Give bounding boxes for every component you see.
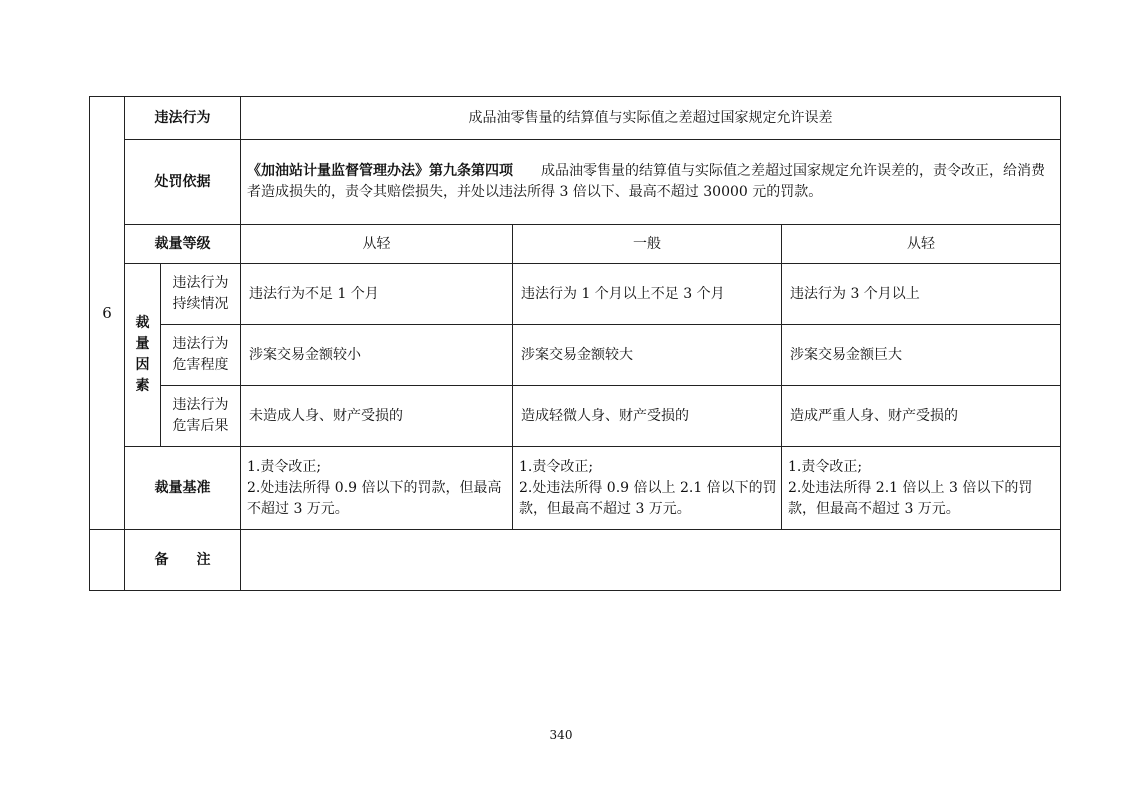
item-number: 6 [90,97,125,530]
factor-name: 违法行为 持续情况 [161,264,241,325]
factor-cell: 违法行为 3 个月以上 [782,264,1061,325]
violation-row [90,97,1061,140]
factor-cell: 违法行为 1 个月以上不足 3 个月 [513,264,782,325]
factor-cell: 未造成人身、财产受损的 [241,386,513,447]
standards-label: 裁量基准 [125,447,241,530]
factor-name: 违法行为 危害后果 [161,386,241,447]
violation-text: 成品油零售量的结算值与实际值之差超过国家规定允许误差 [241,97,1061,140]
factor-cell: 涉案交易金额较小 [241,325,513,386]
level-cell: 一般 [513,225,782,264]
factor-name: 违法行为 危害程度 [161,325,241,386]
factor-row [90,264,1061,325]
page-number: 340 [549,728,573,742]
factor-row [90,386,1061,447]
basis-law-title: 《加油站计量监督管理办法》第九条第四项 [247,163,513,179]
standard-cell: 1.责令改正; 2.处违法所得 0.9 倍以下的罚款，但最高不超过 3 万元。 [241,447,513,530]
factors-label: 裁 量 因 素 [125,264,161,447]
level-cell: 从轻 [782,225,1061,264]
factor-cell: 涉案交易金额较大 [513,325,782,386]
standard-cell: 1.责令改正; 2.处违法所得 0.9 倍以上 2.1 倍以下的罚款，但最高不超过 3 万元。 [513,447,782,530]
standard-cell: 1.责令改正; 2.处违法所得 2.1 倍以上 3 倍以下的罚款，但最高不超过 3 万元。 [782,447,1061,530]
factor-row [90,325,1061,386]
basis-text: 成品油零售量的结算值与实际值之差超过国家规定允许误差的，责令改正，给消费者造成损失的，责令其赔偿损失，并处以违法所得 3 倍以下、最高不超过 30000 元的罚款。 [247,163,1045,200]
remarks-row [90,530,1061,591]
levels-label: 裁量等级 [125,225,241,264]
factor-cell: 造成严重人身、财产受损的 [782,386,1061,447]
factor-cell: 造成轻微人身、财产受损的 [513,386,782,447]
violation-label: 违法行为 [125,97,241,140]
levels-row [90,225,1061,264]
standards-row [90,447,1061,530]
basis-cell [241,140,1061,225]
remarks-text [241,530,1061,591]
factor-cell: 涉案交易金额巨大 [782,325,1061,386]
discretion-table [89,96,1061,591]
basis-row [90,140,1061,225]
basis-label: 处罚依据 [125,140,241,225]
remarks-number-cell [90,530,125,591]
factor-cell: 违法行为不足 1 个月 [241,264,513,325]
level-cell: 从轻 [241,225,513,264]
remarks-label: 备 注 [125,530,241,591]
